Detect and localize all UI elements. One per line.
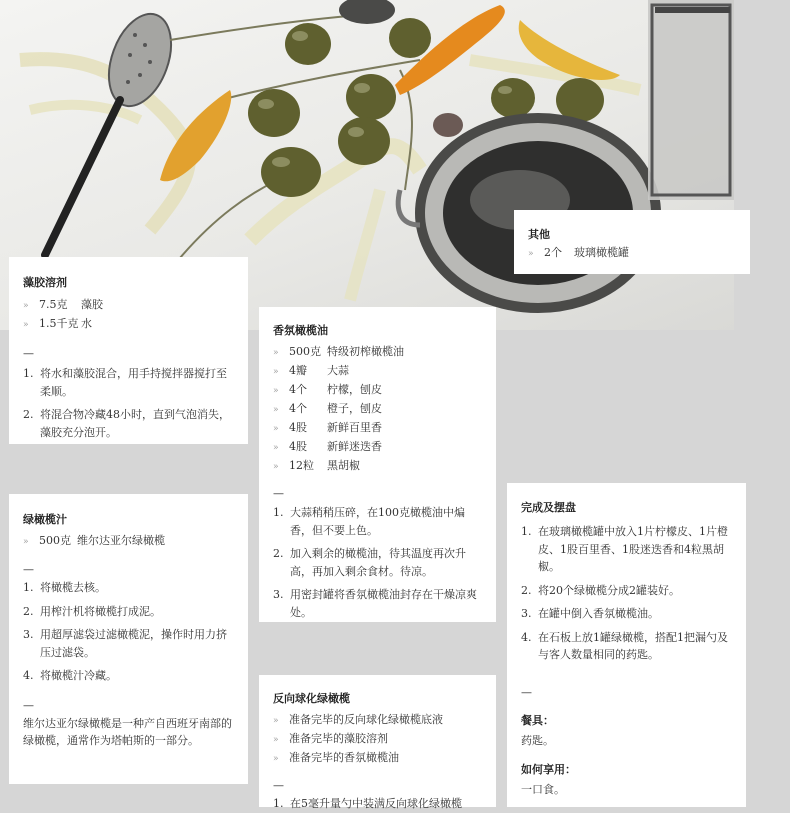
separator: — [23, 698, 34, 712]
step-number: 1. [273, 506, 284, 519]
ingredient-amount: 2个 [544, 246, 562, 259]
bullet-icon: » [273, 443, 279, 453]
ingredient-row [273, 457, 482, 476]
step-item [23, 603, 234, 621]
step-text: 用榨汁机将橄榄打成泥。 [40, 604, 161, 618]
bullet-icon: » [23, 537, 29, 547]
step-text: 将20个绿橄榄分成2罐装好。 [538, 583, 680, 597]
step-number: 3. [521, 607, 532, 620]
ingredient-name: 柠檬，刨皮 [327, 383, 382, 396]
ingredient-name: 大蒜 [327, 364, 349, 377]
step-text: 用密封罐将香氛橄榄油封存在干燥凉爽处。 [290, 588, 477, 619]
step-item [23, 406, 234, 441]
ingredient-amount: 1.5千克 [39, 317, 79, 330]
bullet-icon: » [273, 424, 279, 434]
bullet-icon: » [23, 320, 29, 330]
ingredient-amount: 4瓣 [289, 364, 307, 377]
step-item [23, 579, 234, 597]
ingredient-name: 新鲜百里香 [327, 421, 382, 434]
separator: — [521, 685, 532, 699]
step-item [23, 667, 234, 685]
bullet-icon: » [273, 735, 279, 745]
step-text: 用超厚滤袋过滤橄榄泥，操作时用力挤压过滤袋。 [40, 628, 227, 659]
step-number: 4. [23, 669, 34, 682]
finish-card [507, 483, 746, 807]
list-item [273, 711, 482, 730]
ingredient-row [273, 400, 482, 419]
step-item [521, 629, 732, 664]
ingredient-row [273, 419, 482, 438]
algae-title: 藻胶溶剂 [23, 276, 67, 289]
separator: — [23, 347, 34, 360]
step-number: 2. [273, 547, 284, 560]
step-text: 将水和藻胶混合，用手持搅拌器搅打至柔顺。 [40, 367, 227, 398]
step-number: 2. [23, 604, 34, 618]
ingredient-amount: 4股 [289, 421, 307, 434]
oil-title: 香氛橄榄油 [273, 324, 328, 337]
ingredient-name: 维尔达亚尔绿橄榄 [77, 534, 165, 547]
ingredient-row [23, 532, 234, 551]
ingredient-name: 藻胶 [81, 298, 103, 311]
step-text: 将混合物冷藏48小时，直到气泡消失，藻胶充分泡开。 [40, 408, 230, 439]
step-number: 1. [521, 525, 532, 538]
step-item [521, 523, 732, 576]
step-text: 加入剩余的橄榄油，待其温度再次升高，再加入剩余食材。待凉。 [290, 547, 466, 578]
step-number: 1. [273, 797, 284, 810]
step-item [273, 504, 482, 539]
ingredient-amount: 7.5克 [39, 298, 68, 311]
separator: — [273, 487, 284, 500]
step-number: 4. [521, 630, 532, 644]
bullet-icon: » [273, 405, 279, 415]
reverse-card [259, 675, 496, 810]
step-text: 在5毫升量勺中装满反向球化绿橄榄 [290, 797, 462, 810]
bullet-icon: » [273, 754, 279, 764]
ingredient-name: 黑胡椒 [327, 459, 360, 472]
separator: — [273, 779, 284, 792]
step-text: 在石板上放1罐绿橄榄，搭配1把漏勺及与客人数量相同的药匙。 [538, 630, 728, 661]
ingredient-name: 玻璃橄榄罐 [574, 246, 629, 259]
ingredient-name: 新鲜迷迭香 [327, 440, 382, 453]
bullet-icon: » [273, 367, 279, 377]
ingredient-amount: 4个 [289, 402, 307, 415]
step-item [521, 605, 732, 623]
step-number: 3. [273, 588, 284, 601]
how-to-enjoy-label: 如何享用： [521, 763, 576, 776]
list-item [273, 749, 482, 768]
step-number: 3. [23, 628, 34, 641]
ingredient-name: 水 [81, 317, 92, 330]
ingredient-row [23, 296, 234, 315]
ingredient-row [273, 362, 482, 381]
step-text: 大蒜稍稍压碎，在100克橄榄油中煸香，但不要上色。 [290, 506, 465, 537]
note-text: 维尔达亚尔绿橄榄是一种产自西班牙南部的绿橄榄，通常作为塔帕斯的一部分。 [23, 716, 232, 747]
step-item [521, 582, 732, 600]
bullet-icon: » [273, 348, 279, 358]
step-text: 将橄榄汁冷藏。 [40, 669, 117, 682]
other-card [514, 210, 750, 274]
list-item [273, 730, 482, 749]
step-number: 2. [521, 583, 532, 597]
ingredient-amount: 4股 [289, 440, 307, 453]
ingredient-amount: 12粒 [289, 459, 314, 472]
tableware-label: 餐具： [521, 713, 554, 727]
oil-card [259, 307, 496, 622]
ingredient-name: 橙子，刨皮 [327, 402, 382, 415]
juice-title: 绿橄榄汁 [23, 513, 67, 526]
step-item [273, 545, 482, 580]
ingredient-row [528, 244, 736, 263]
ingredient-row [273, 343, 482, 362]
finish-title: 完成及摆盘 [521, 501, 576, 514]
step-number: 1. [23, 367, 34, 380]
how-to-enjoy-text: 一口食。 [521, 783, 565, 796]
step-item [273, 586, 482, 621]
tableware-text: 药匙。 [521, 733, 554, 747]
bullet-icon: » [23, 301, 29, 311]
bullet-icon: » [273, 716, 279, 726]
step-item [273, 795, 482, 813]
step-number: 2. [23, 408, 34, 421]
algae-card [9, 257, 248, 444]
juice-card [9, 494, 248, 784]
ingredient-row [273, 381, 482, 400]
item-text: 准备完毕的反向球化绿橄榄底液 [289, 713, 443, 726]
step-text: 将橄榄去核。 [40, 581, 106, 594]
ingredient-row [273, 438, 482, 457]
bullet-icon: » [528, 249, 534, 259]
reverse-title: 反向球化绿橄榄 [273, 692, 350, 705]
item-text: 准备完毕的藻胶溶剂 [289, 732, 388, 745]
item-text: 准备完毕的香氛橄榄油 [289, 751, 399, 764]
ingredient-name: 特级初榨橄榄油 [327, 345, 404, 358]
bullet-icon: » [273, 462, 279, 472]
ingredient-amount: 4个 [289, 383, 307, 396]
separator: — [23, 563, 34, 576]
ingredient-row [23, 315, 234, 334]
step-item [23, 626, 234, 661]
ingredient-amount: 500克 [39, 534, 71, 547]
step-item [23, 365, 234, 400]
step-text: 在罐中倒入香氛橄榄油。 [538, 607, 659, 620]
other-title: 其他 [528, 228, 550, 241]
bullet-icon: » [273, 386, 279, 396]
step-text: 在玻璃橄榄罐中放入1片柠檬皮、1片橙皮、1股百里香、1股迷迭香和4粒黑胡椒。 [538, 525, 728, 573]
ingredient-amount: 500克 [289, 345, 321, 358]
step-number: 1. [23, 581, 34, 594]
